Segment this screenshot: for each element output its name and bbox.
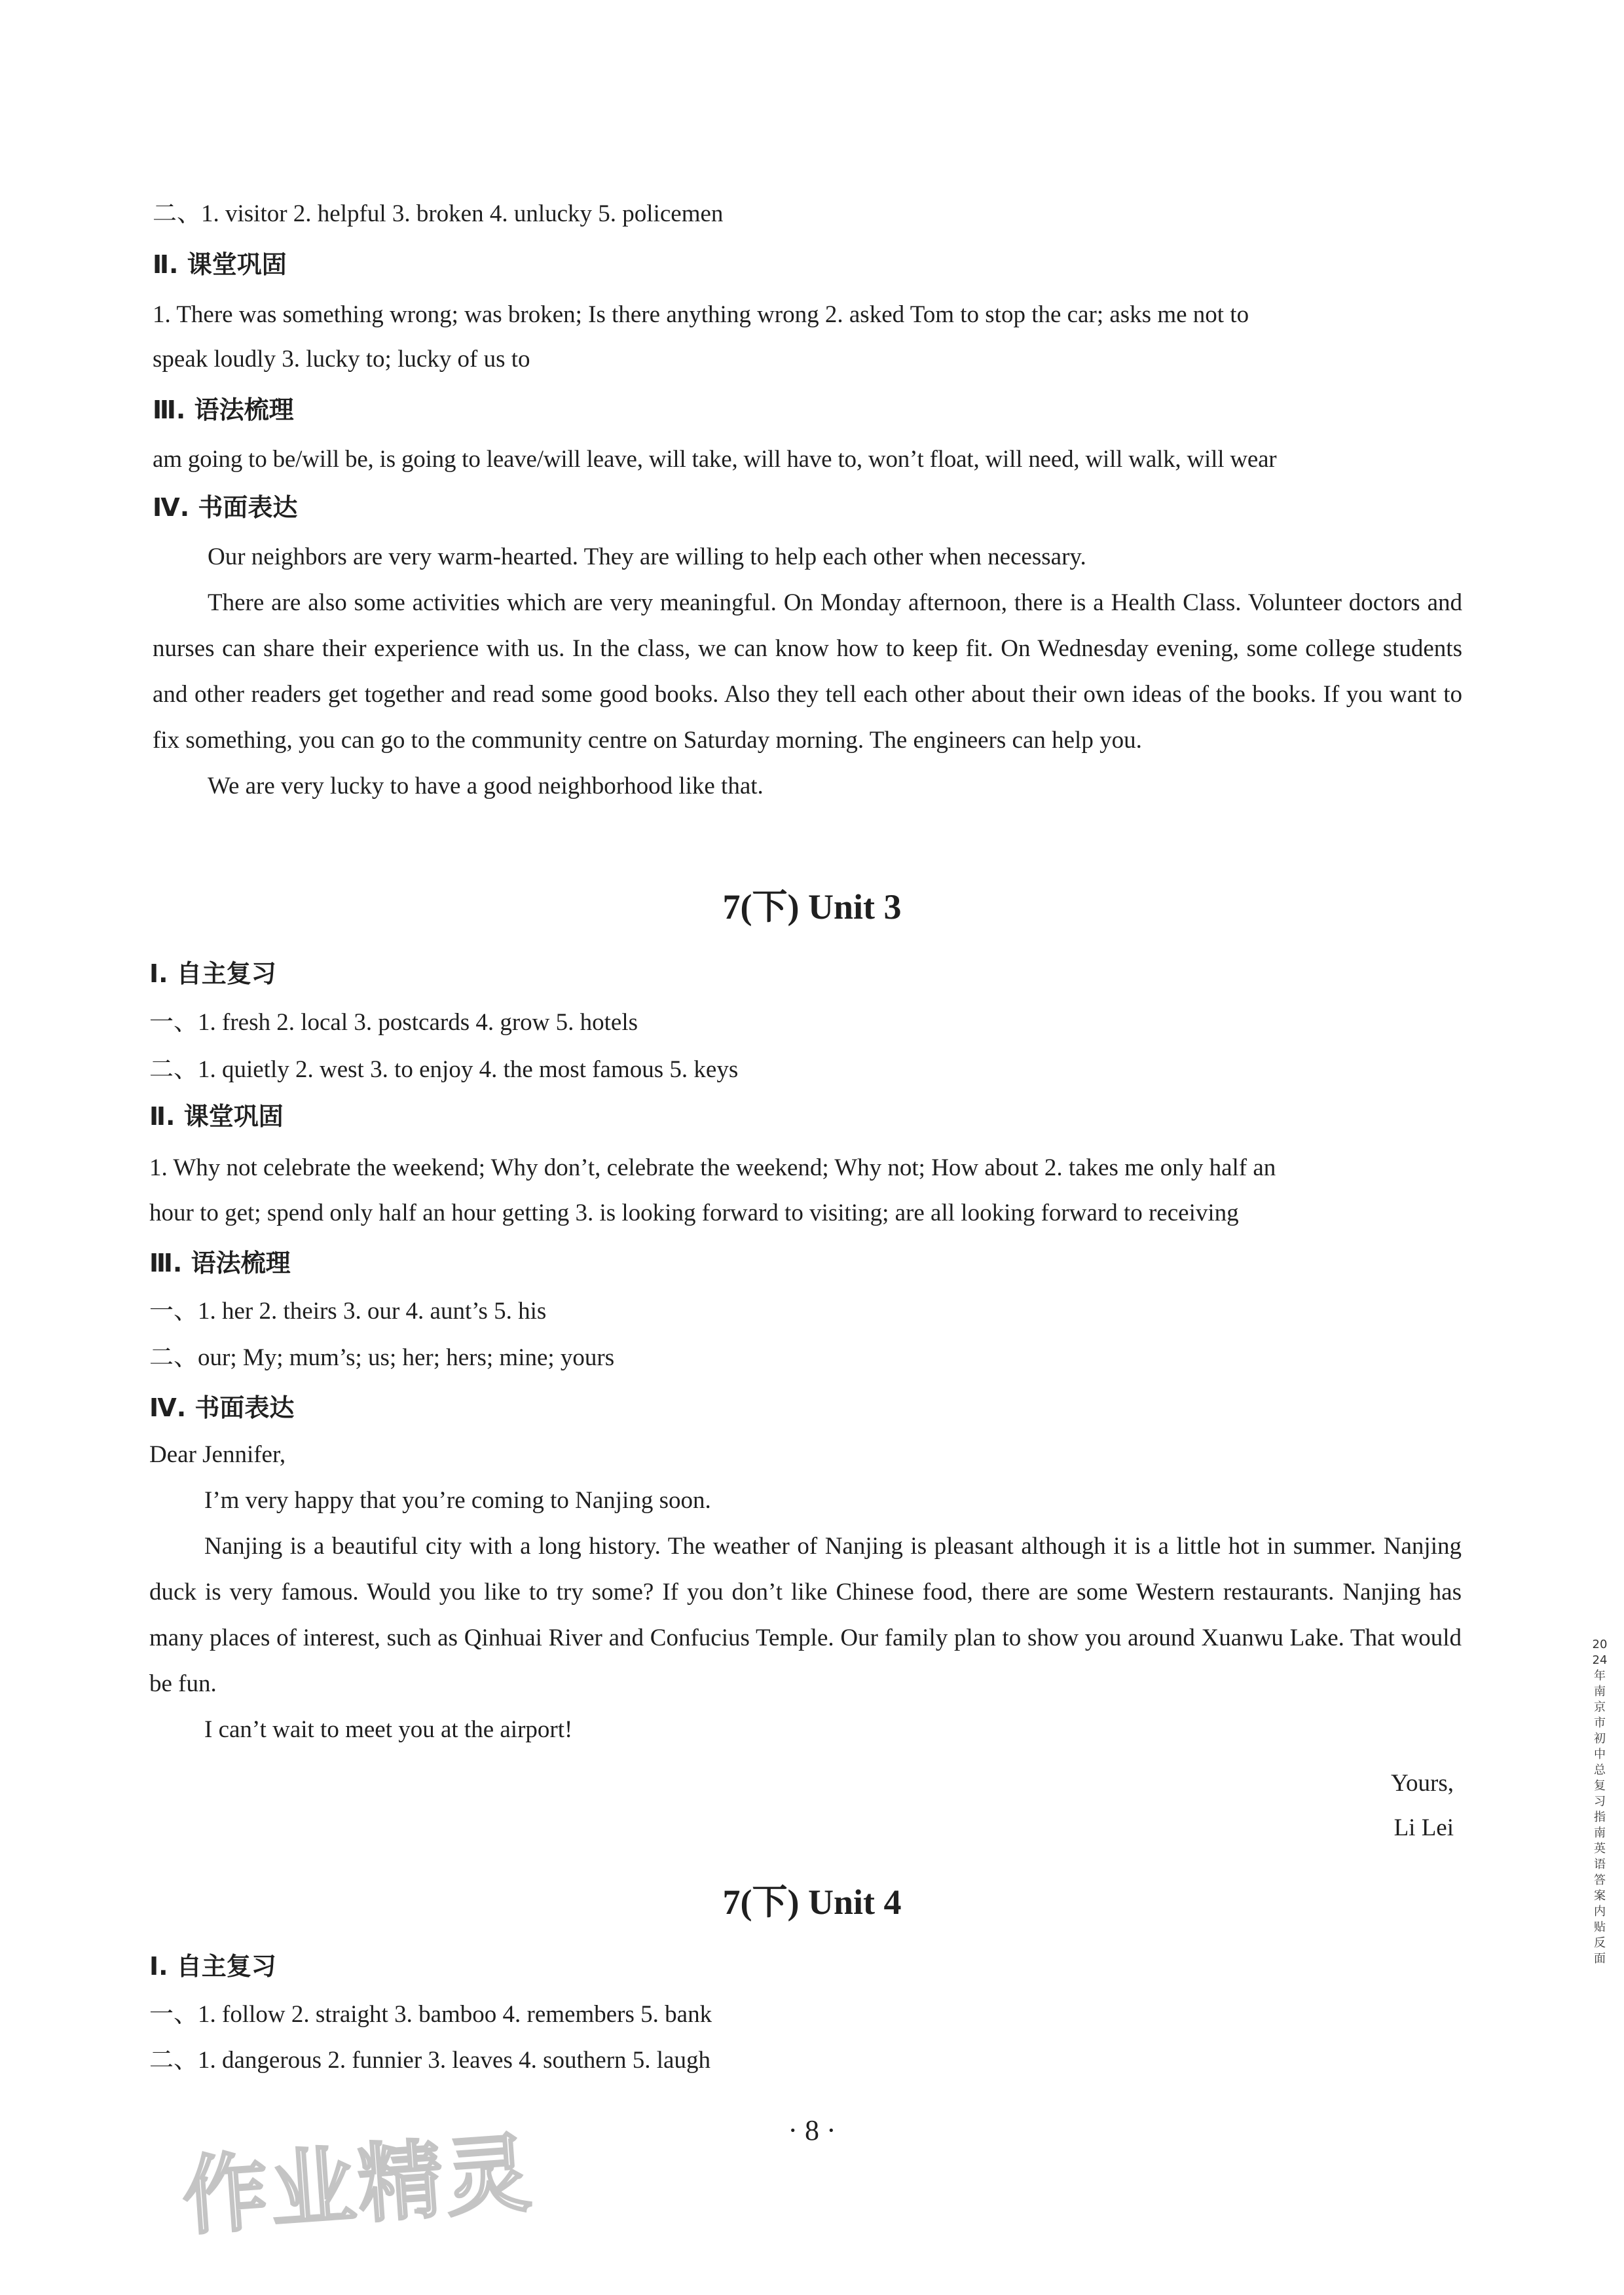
unit-title: 7(下) Unit 3	[722, 887, 902, 927]
letter-closing: Yours,	[1391, 1770, 1454, 1797]
letter-greeting: Dear Jennifer,	[149, 1441, 286, 1468]
unit-title: 7(下) Unit 4	[722, 1882, 902, 1922]
essay-paragraph: We are very lucky to have a good neighborhood like that.	[208, 773, 764, 799]
answer-line: 一、1. follow 2. straight 3. bamboo 4. remembers 5. bank	[149, 2001, 712, 2028]
answer-line: 1. Why not celebrate the weekend; Why don’t, celebrate the weekend; Why not; How about 2. takes me only half an	[149, 1154, 1276, 1181]
answer-line: 二、our; My; mum’s; us; her; hers; mine; yours	[149, 1344, 615, 1371]
section-heading: Ⅱ. 课堂巩固	[153, 250, 287, 279]
answer-line: am going to be/will be, is going to leave/will leave, will take, will have to, won’t float, will need, will walk, will wear	[153, 446, 1277, 473]
page-number: · 8 ·	[788, 2114, 836, 2146]
answer-line: hour to get; spend only half an hour getting 3. is looking forward to visiting; are all looking forward to receiving	[149, 1200, 1239, 1226]
letter-unit3	[149, 1478, 1462, 1753]
letter-paragraph: I’m very happy that you’re coming to Nanjing soon.	[204, 1487, 711, 1514]
answer-line: 一、1. her 2. theirs 3. our 4. aunt’s 5. his	[149, 1298, 547, 1325]
answer-line: speak loudly 3. lucky to; lucky of us to	[153, 346, 530, 373]
watermark-logo: 作业精灵	[179, 2123, 537, 2247]
essay-paragraph: There are also some activities which are very meaningful. On Monday afternoon, there is a Health Class. Volunteer doctors and nurses can share their experience with us. In the class, we can know how to keep fit. On Wednesday evening, some college students and other readers get together and read some good books. Also they tell each other about their own ideas of the books. If you want to fix something, you can go to the community centre on Saturday morning. The engineers can help you.	[153, 589, 1462, 754]
letter-paragraph: Nanjing is a beautiful city with a long history. The weather of Nanjing is pleasant although it is a little hot in summer. Nanjing duck is very famous. Would you like to try some? If you don’t like Chinese food, there are some Western restaurants. Nanjing has many places of interest, such as Qinhuai River and Confucius Temple. Our family plan to show you around Xuanwu Lake. That would be fun.	[149, 1533, 1462, 1697]
answer-line: 1. There was something wrong; was broken; Is there anything wrong 2. asked Tom to stop the car; asks me not to	[153, 301, 1249, 328]
section-heading: Ⅱ. 课堂巩固	[149, 1102, 284, 1131]
essay-paragraph: Our neighbors are very warm-hearted. They are willing to help each other when necessary.	[208, 543, 1086, 570]
section-heading: Ⅳ. 书面表达	[153, 493, 298, 522]
section-heading: Ⅲ. 语法梳理	[149, 1249, 291, 1277]
section-heading: Ⅰ. 自主复习	[149, 959, 276, 988]
essay-unit2	[153, 534, 1462, 809]
section-heading: Ⅳ. 书面表达	[149, 1393, 295, 1422]
letter-paragraph: I can’t wait to meet you at the airport!	[204, 1716, 573, 1743]
answer-line: 二、1. visitor 2. helpful 3. broken 4. unlucky 5. policemen	[153, 200, 724, 227]
answer-line: 二、1. dangerous 2. funnier 3. leaves 4. southern 5. laugh	[149, 2047, 710, 2074]
answer-line: 一、1. fresh 2. local 3. postcards 4. grow 5. hotels	[149, 1009, 638, 1036]
section-heading: Ⅲ. 语法梳理	[153, 395, 294, 424]
section-heading: Ⅰ. 自主复习	[149, 1952, 276, 1981]
letter-signature: Li Lei	[1393, 1814, 1454, 1841]
binding-margin-text: 2024年南京市初中总复习指南英语答案内贴反面	[1592, 1638, 1608, 1966]
answer-line: 二、1. quietly 2. west 3. to enjoy 4. the most famous 5. keys	[149, 1056, 739, 1083]
